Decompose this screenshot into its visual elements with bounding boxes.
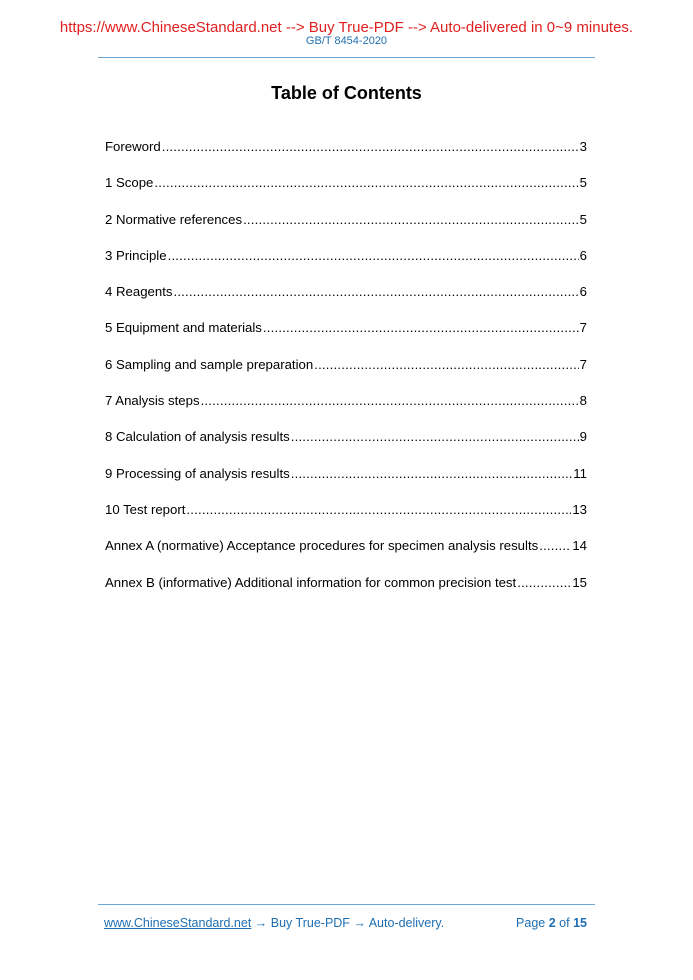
toc-entry-label: 2 Normative references (105, 211, 243, 227)
dot-leader (173, 283, 578, 301)
dot-leader (162, 138, 579, 156)
dot-leader (168, 247, 579, 265)
footer-tagline: → Buy True-PDF → Auto-delivery. (251, 916, 445, 930)
toc-entry-label: 10 Test report (105, 501, 186, 517)
site-link[interactable]: www.ChineseStandard.net (104, 916, 252, 930)
page-indicator (516, 915, 587, 931)
dot-leader (154, 174, 578, 192)
dot-leader (291, 428, 579, 446)
toc-entry-processing[interactable] (105, 465, 587, 483)
toc-entry-page: 6 (579, 247, 587, 263)
header-divider (98, 57, 595, 58)
toc-entry-label: Foreword (105, 139, 161, 154)
dot-leader (263, 319, 579, 337)
toc-entry-page: 9 (579, 429, 587, 445)
toc-entry-page: 15 (572, 574, 587, 590)
toc-entry-label: 3 Principle (105, 247, 167, 263)
toc-entry-label: Annex A (normative) Acceptance procedures for specimen analysis results (105, 538, 539, 554)
toc-entry-page: 13 (572, 501, 587, 517)
toc-entry-label: 4 Reagents (105, 284, 173, 300)
toc-entry-page: 3 (579, 139, 587, 154)
total-pages-number: 15 (573, 916, 587, 930)
page-word: Page (516, 916, 546, 930)
dot-leader (201, 392, 579, 410)
toc-entry-page: 14 (572, 538, 587, 554)
toc-entry-analysis-steps[interactable] (105, 392, 587, 410)
toc-entry-page: 5 (579, 175, 587, 191)
toc-entry-foreword[interactable] (105, 138, 587, 156)
toc-entry-page: 6 (579, 284, 587, 300)
toc-entry-label: 5 Equipment and materials (105, 320, 262, 336)
current-page-number: 2 (548, 916, 556, 930)
standard-code: GB/T 8454-2020 (305, 35, 388, 47)
toc-entry-label: 8 Calculation of analysis results (105, 429, 290, 445)
toc-entry-label: 7 Analysis steps (105, 393, 200, 409)
toc-entry-calculation[interactable] (105, 428, 587, 446)
page-title: Table of Contents (271, 83, 422, 103)
dot-leader (517, 574, 571, 592)
promo-banner: https://www.ChineseStandard.net --> Buy True-PDF --> Auto-delivered in 0~9 minutes. (59, 19, 634, 36)
footer-divider (98, 904, 595, 905)
dot-leader (186, 501, 571, 519)
toc-entry-label: Annex B (informative) Additional information for common precision test (105, 574, 517, 590)
dot-leader (243, 211, 579, 229)
toc-entry-page: 11 (573, 465, 587, 481)
toc-entry-page: 7 (579, 356, 587, 372)
toc-entry-annex-a[interactable] (105, 537, 587, 555)
toc-entry-reagents[interactable] (105, 283, 587, 301)
of-word: of (559, 916, 570, 930)
toc-entry-scope[interactable] (105, 174, 587, 192)
dot-leader (314, 356, 578, 374)
toc-entry-equipment[interactable] (105, 319, 587, 337)
toc-entry-page: 8 (579, 393, 587, 409)
page-footer (104, 915, 587, 931)
toc-entry-page: 7 (579, 320, 587, 336)
toc-entry-normative-references[interactable] (105, 211, 587, 229)
dot-leader (291, 465, 573, 483)
toc-list (105, 138, 587, 610)
toc-entry-label: 1 Scope (105, 175, 154, 191)
toc-entry-principle[interactable] (105, 247, 587, 265)
toc-entry-label: 9 Processing of analysis results (105, 465, 290, 481)
toc-entry-sampling[interactable] (105, 356, 587, 374)
toc-entry-label: 6 Sampling and sample preparation (105, 356, 314, 372)
toc-entry-page: 5 (579, 211, 587, 227)
toc-entry-annex-b[interactable] (105, 574, 587, 592)
dot-leader (539, 537, 571, 555)
toc-entry-test-report[interactable] (105, 501, 587, 519)
